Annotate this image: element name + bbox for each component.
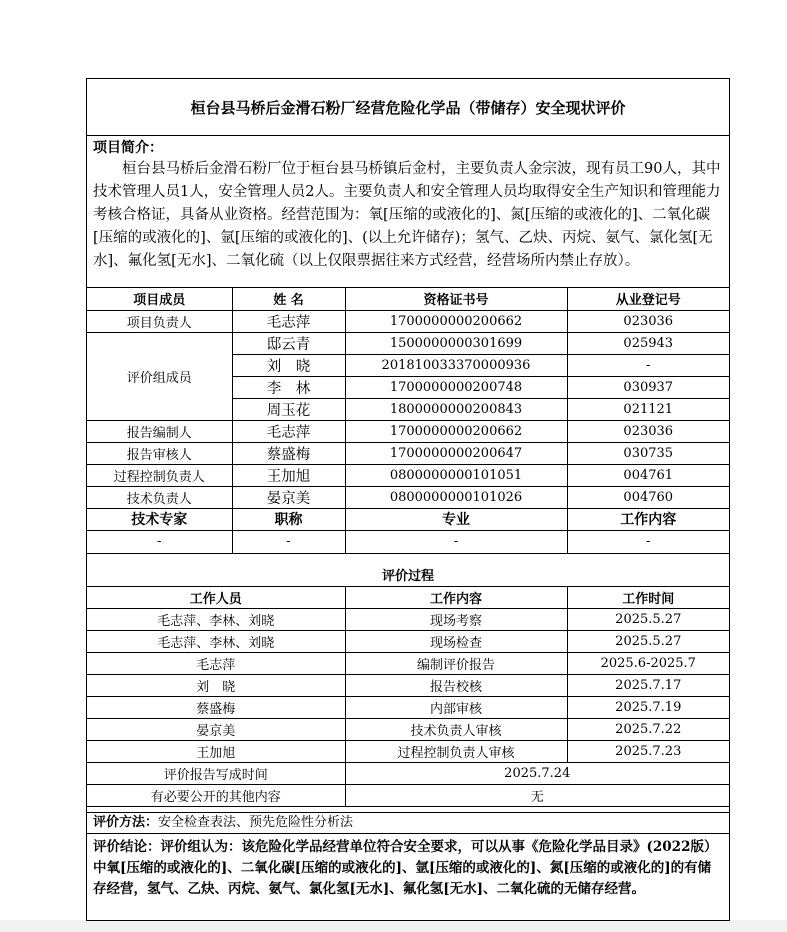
group-role: 评价组成员 bbox=[87, 332, 232, 420]
member-cert: 1700000000200662 bbox=[345, 420, 567, 442]
table-row bbox=[87, 630, 729, 652]
process-header-row bbox=[87, 586, 729, 608]
member-role: 过程控制负责人 bbox=[87, 464, 232, 486]
process-worker: 王加旭 bbox=[87, 740, 345, 762]
expert-cell: - bbox=[345, 530, 567, 553]
member-reg: 004760 bbox=[567, 486, 729, 508]
member-role: 报告编制人 bbox=[87, 420, 232, 442]
member-name: 刘 晓 bbox=[232, 354, 345, 376]
process-time: 2025.6-2025.7 bbox=[567, 652, 729, 674]
table-row bbox=[87, 530, 729, 553]
table-row bbox=[87, 762, 729, 784]
header-name: 姓 名 bbox=[232, 288, 345, 310]
member-cert: 1700000000200748 bbox=[345, 376, 567, 398]
table-row bbox=[87, 442, 729, 464]
member-reg: 023036 bbox=[567, 310, 729, 332]
method-text: 安全检查表法、预先危险性分析法 bbox=[158, 815, 354, 830]
header-content: 工作内容 bbox=[345, 586, 567, 608]
member-cert: 0800000000101026 bbox=[345, 486, 567, 508]
process-time: 2025.7.19 bbox=[567, 696, 729, 718]
process-content: 内部审核 bbox=[345, 696, 567, 718]
completion-value: 2025.7.24 bbox=[345, 762, 729, 784]
member-cert: 0800000000101051 bbox=[345, 464, 567, 486]
member-reg: 030937 bbox=[567, 376, 729, 398]
process-title-row bbox=[87, 564, 729, 586]
member-cert: 201810033370000936 bbox=[345, 354, 567, 376]
project-intro-text: 桓台县马桥后金滑石粉厂位于桓台县马桥镇后金村，主要负责人金宗波，现有员工90人，其中技术管理人员1人，安全管理人员2人。主要负责人和安全管理人员均取得安全生产知识和管理能力考核合格证，具备从业资格。经营范围为：氧[压缩的或液化的]、氮[压缩的或液化的]、二氧化碳[压缩的或液化的]、氩[压缩的或液化的]、(以上允许储存)；氢气、乙炔、丙烷、氨气、氯化氢[无水]、氟化氢[无水]、二氧化硫（以上仅限票据往来方式经营，经营场所内禁止存放）。 bbox=[93, 161, 721, 269]
member-cert: 1800000000200843 bbox=[345, 398, 567, 420]
process-time: 2025.5.27 bbox=[567, 608, 729, 630]
member-role: 报告审核人 bbox=[87, 442, 232, 464]
page-bottom-bar bbox=[0, 920, 787, 932]
header-expert: 技术专家 bbox=[87, 508, 232, 530]
header-role: 项目成员 bbox=[87, 288, 232, 310]
header-cert: 资格证书号 bbox=[345, 288, 567, 310]
process-time: 2025.7.17 bbox=[567, 674, 729, 696]
member-name: 李 林 bbox=[232, 376, 345, 398]
member-reg: 023036 bbox=[567, 420, 729, 442]
table-row bbox=[87, 696, 729, 718]
member-cert: 1700000000200647 bbox=[345, 442, 567, 464]
member-cert: 1500000000301699 bbox=[345, 332, 567, 354]
report-document bbox=[86, 78, 730, 921]
member-reg: 021121 bbox=[567, 398, 729, 420]
table-row bbox=[87, 718, 729, 740]
members-table bbox=[87, 288, 729, 554]
evaluation-conclusion: 评价结论：评价组认为：该危险化学品经营单位符合安全要求，可以从事《危险化学品目录》(2022版）中氧[压缩的或液化的]、二氧化碳[压缩的或液化的]、氩[压缩的或液化的]、氮[压缩的或液化的]的有储存经营，氢气、乙炔、丙烷、氨气、氯化氢[无水]、氟化氢[无水]、二氧化硫的无储存经营。 bbox=[93, 839, 718, 897]
header-specialty: 专业 bbox=[345, 508, 567, 530]
member-name: 周玉花 bbox=[232, 398, 345, 420]
header-time: 工作时间 bbox=[567, 586, 729, 608]
process-worker: 刘 晓 bbox=[87, 674, 345, 696]
evaluation-method bbox=[87, 812, 729, 834]
method-label: 评价方法： bbox=[93, 815, 159, 830]
member-reg: 004761 bbox=[567, 464, 729, 486]
member-reg: 030735 bbox=[567, 442, 729, 464]
member-name: 王加旭 bbox=[232, 464, 345, 486]
process-content: 现场考察 bbox=[345, 608, 567, 630]
process-content: 过程控制负责人审核 bbox=[345, 740, 567, 762]
members-header-row bbox=[87, 288, 729, 310]
member-name: 毛志萍 bbox=[232, 310, 345, 332]
experts-header-row bbox=[87, 508, 729, 530]
process-content: 现场检查 bbox=[345, 630, 567, 652]
member-cert: 1700000000200662 bbox=[345, 310, 567, 332]
table-row bbox=[87, 486, 729, 508]
member-name: 晏京美 bbox=[232, 486, 345, 508]
completion-label: 评价报告写成时间 bbox=[87, 762, 345, 784]
member-name: 毛志萍 bbox=[232, 420, 345, 442]
table-row bbox=[87, 608, 729, 630]
table-row bbox=[87, 740, 729, 762]
table-row bbox=[87, 674, 729, 696]
process-time: 2025.7.23 bbox=[567, 740, 729, 762]
process-title: 评价过程 bbox=[87, 564, 729, 586]
expert-cell: - bbox=[87, 530, 232, 553]
process-time: 2025.7.22 bbox=[567, 718, 729, 740]
process-worker: 毛志萍、李林、刘晓 bbox=[87, 608, 345, 630]
process-worker: 毛志萍、李林、刘晓 bbox=[87, 630, 345, 652]
process-worker: 晏京美 bbox=[87, 718, 345, 740]
project-intro-label: 项目简介： bbox=[93, 140, 163, 156]
header-title: 职称 bbox=[232, 508, 345, 530]
member-role: 技术负责人 bbox=[87, 486, 232, 508]
header-worker: 工作人员 bbox=[87, 586, 345, 608]
project-intro bbox=[87, 136, 729, 288]
table-row bbox=[87, 332, 729, 354]
table-row bbox=[87, 784, 729, 806]
process-time: 2025.5.27 bbox=[567, 630, 729, 652]
member-name: 邸云青 bbox=[232, 332, 345, 354]
member-name: 蔡盛梅 bbox=[232, 442, 345, 464]
report-title: 桓台县马桥后金滑石粉厂经营危险化学品（带储存）安全现状评价 bbox=[87, 79, 729, 136]
table-row bbox=[87, 652, 729, 674]
process-content: 编制评价报告 bbox=[345, 652, 567, 674]
process-worker: 蔡盛梅 bbox=[87, 696, 345, 718]
process-content: 技术负责人审核 bbox=[345, 718, 567, 740]
table-row bbox=[87, 464, 729, 486]
member-role: 项目负责人 bbox=[87, 310, 232, 332]
member-reg: 025943 bbox=[567, 332, 729, 354]
header-work-content: 工作内容 bbox=[567, 508, 729, 530]
process-content: 报告校核 bbox=[345, 674, 567, 696]
public-value: 无 bbox=[345, 784, 729, 806]
member-reg: - bbox=[567, 354, 729, 376]
public-label: 有必要公开的其他内容 bbox=[87, 784, 345, 806]
process-table bbox=[87, 564, 729, 807]
header-reg: 从业登记号 bbox=[567, 288, 729, 310]
expert-cell: - bbox=[232, 530, 345, 553]
process-worker: 毛志萍 bbox=[87, 652, 345, 674]
table-row bbox=[87, 310, 729, 332]
expert-cell: - bbox=[567, 530, 729, 553]
table-row bbox=[87, 420, 729, 442]
